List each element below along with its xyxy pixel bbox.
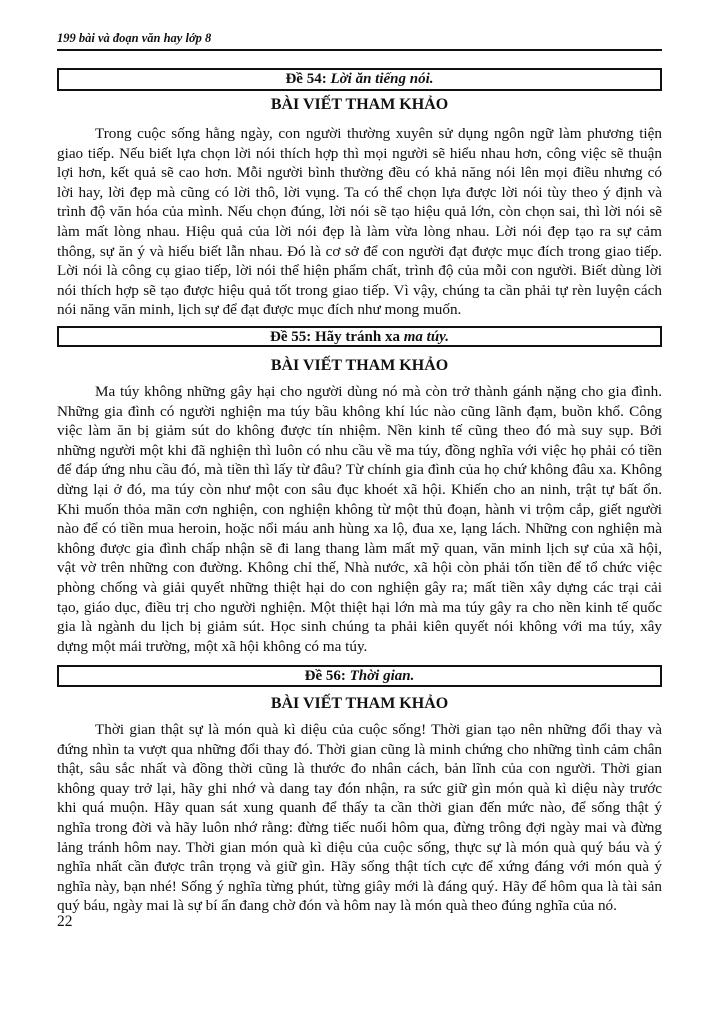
paragraph-line: nghĩa này, bạn nhé! Sống ý nghĩa từng phút, từng giây mới là đáng quý. Hãy để hôm qua là tài sản (57, 877, 662, 895)
paragraph-line: lảng tránh hôm nay. Thời gian món quà kì diệu của cuộc sống, thực sự là món quà quý báu và ý (57, 838, 662, 856)
paragraph-line: để đáp ứng nhu cầu đó, mà tiền thì lấy từ đâu? Từ chính gia đình của họ chứ không đâu xa. Không (57, 461, 662, 479)
paragraph-line: Ma túy không những gây hại cho người dùng nó mà còn trở thành gánh nặng cho gia đình. (95, 383, 662, 400)
paragraph-line: việc làm ăn bị giảm sút do không được tín nhiệm. Nền kinh tế cũng theo đó mà suy sụp. Bởi (57, 422, 662, 440)
paragraph-line: nói thích hợp sẽ tạo được hiệu quả tốt trong giao tiếp. Vì vậy, chúng ta cần phải tự rèn luyện cách (57, 281, 662, 299)
paragraph-line: Khi muốn thỏa mãn cơn nghiện, con nghiện không từ một thủ đoạn, hành vi trộm cắp, giết người (57, 500, 662, 518)
paragraph-line: làm mất lòng nhau. Hiệu quả của lời nói đẹp là làm vừa lòng nhau. Lời nói đẹp tạo ra sự cảm (57, 222, 662, 240)
section-title-prefix: Đề 54: (285, 71, 331, 87)
paragraph-line: nghĩa trong đời và hãy luôn nhớ rằng: đừng tiếc nuối hôm qua, đừng trông đợi ngày mai và đừng (57, 818, 662, 836)
paragraph-line: quý báu, ngày mai là sự bí ẩn đang chờ đón và hôm nay là món quà theo đúng nghĩa của nó. (57, 897, 617, 915)
paragraph-line: thật, sâu sắc nhất và đồng thời cũng là thước đo nhân cách, bản lĩnh của con người. Thời gian (57, 760, 662, 778)
paragraph-line: đứng nhìn ta vượt qua những đổi thay đó. Thời gian cũng là minh chứng cho những tình cảm chân (57, 740, 662, 758)
section-title-topic: Lời ăn tiếng nói. (330, 71, 434, 87)
paragraph-line: những người một khi đã nghiện thì luôn có nhu cầu về ma túy, đồng nghĩa với việc họ phải có tiền (57, 441, 662, 459)
section-title-box-56 (57, 665, 662, 687)
paragraph-line: nói năng văn minh, lịch sự để đạt được mục đích như mong muốn. (57, 301, 462, 319)
header-rule (57, 49, 662, 51)
paragraph-line: nào để có tiền mua heroin, hoặc nổi máu anh hùng xa lộ, đua xe, lạng lách. Những con nghiện mà (57, 520, 662, 538)
paragraph-line: trình độ văn hóa của mình. Nếu chọn đúng, lời nói sẽ tạo hiệu quả lớn, còn chọn sai, thì lời nói sẽ (57, 203, 662, 221)
paragraph-line: lời hay, lời đẹp mà cũng có lời thô, lời vụng. Ta có thể chọn lựa được lời nói tùy theo ý định và (57, 183, 662, 201)
paragraph-line: gia là ngành du lịch bị giảm sút. Học sinh chúng ta phải kiên quyết nói không với ma túy, xây (57, 618, 662, 636)
section-heading: BÀI VIẾT THAM KHẢO (270, 96, 449, 113)
paragraph-line: không quay trở lại, hãy ghi nhớ và dang tay đón nhận, ra sức giữ gìn món quà kì diệu này trước (57, 779, 662, 797)
running-head: 199 bài và đoạn văn hay lớp 8 (57, 31, 212, 45)
paragraph-line: không được gia đình chấp nhận sẽ đi lang thang làm mất mỹ quan, văn minh lịch sự của xã hội, (57, 539, 662, 557)
paragraph-line: khi quá muộn. Hãy quan sát xung quanh để thấy ta cần thời gian đến mức nào, để sống thật ý (57, 799, 662, 817)
page-number: 22 (57, 913, 73, 930)
paragraph-line: lợi hơn, kết quả sẽ cao hơn. Mỗi người bình thường đều có khả năng nói lên mọi điều nhưng có (57, 164, 662, 182)
paragraph-line: dừng lại ở đó, ma túy còn như một con sâu đục khoét xã hội. Khiến cho an ninh, trật tự bất ổn. (57, 480, 662, 498)
section-paragraph (57, 124, 662, 320)
paragraph-line: nghĩa nhất cần được trân trọng và giữ gìn. Hãy sống thật tích cực để xứng đáng với món quà ý (57, 858, 662, 876)
section-title-box-55 (57, 326, 662, 347)
paragraph-line: Trong cuộc sống hằng ngày, con người thường xuyên sử dụng ngôn ngữ làm phương tiện (95, 125, 662, 142)
section-title-topic: Thời gian. (349, 668, 415, 684)
paragraph-line: phòng chống và giải quyết những thiệt hại do con nghiện gây ra; mất tiền xây dựng các trại cải (57, 578, 662, 596)
paragraph-line: tạo, giáo dục, điều trị cho người nghiện. Một thiệt hại lớn mà ma túy gây ra cho nền kinh tế quốc (57, 598, 662, 616)
paragraph-line: Những gia đình có người nghiện ma túy bầu không khí lúc nào cũng lãnh đạm, buồn khổ. Công (57, 402, 662, 420)
paragraph-line: Thời gian thật sự là món quà kì diệu của cuộc sống! Thời gian tạo nên những đổi thay và (95, 721, 662, 738)
section-title-box-54 (57, 68, 662, 91)
paragraph-line: dựng một mái trường, một xã hội không có ma túy. (57, 637, 368, 655)
section-paragraph (57, 720, 662, 916)
paragraph-line: giao tiếp. Nếu biết lựa chọn lời nói thích hợp thì mọi người sẽ hiểu nhau hơn, công việc sẽ thuận (57, 144, 662, 162)
section-heading: BÀI VIẾT THAM KHẢO (270, 695, 449, 712)
paragraph-line: Lời nói là công cụ giao tiếp, lời nói thể hiện phẩm chất, trình độ của mỗi con người. Biết dùng lời (57, 262, 662, 280)
section-title-prefix: Đề 56: (304, 668, 350, 684)
section-title-prefix: Đề 55: Hãy tránh xa (269, 329, 404, 345)
paragraph-line: vật vờ trên những con đường. Không chỉ thế, Nhà nước, xã hội còn phải tốn tiền để tổ chức việc (57, 559, 662, 577)
section-heading: BÀI VIẾT THAM KHẢO (270, 357, 449, 374)
paragraph-line: thông, sự ăn ý và hiểu biết lẫn nhau. Đó là cơ sở để con người đạt được mục đích trong giao tiếp. (57, 242, 662, 260)
section-title-topic: ma túy. (403, 329, 450, 345)
section-paragraph (57, 382, 662, 656)
